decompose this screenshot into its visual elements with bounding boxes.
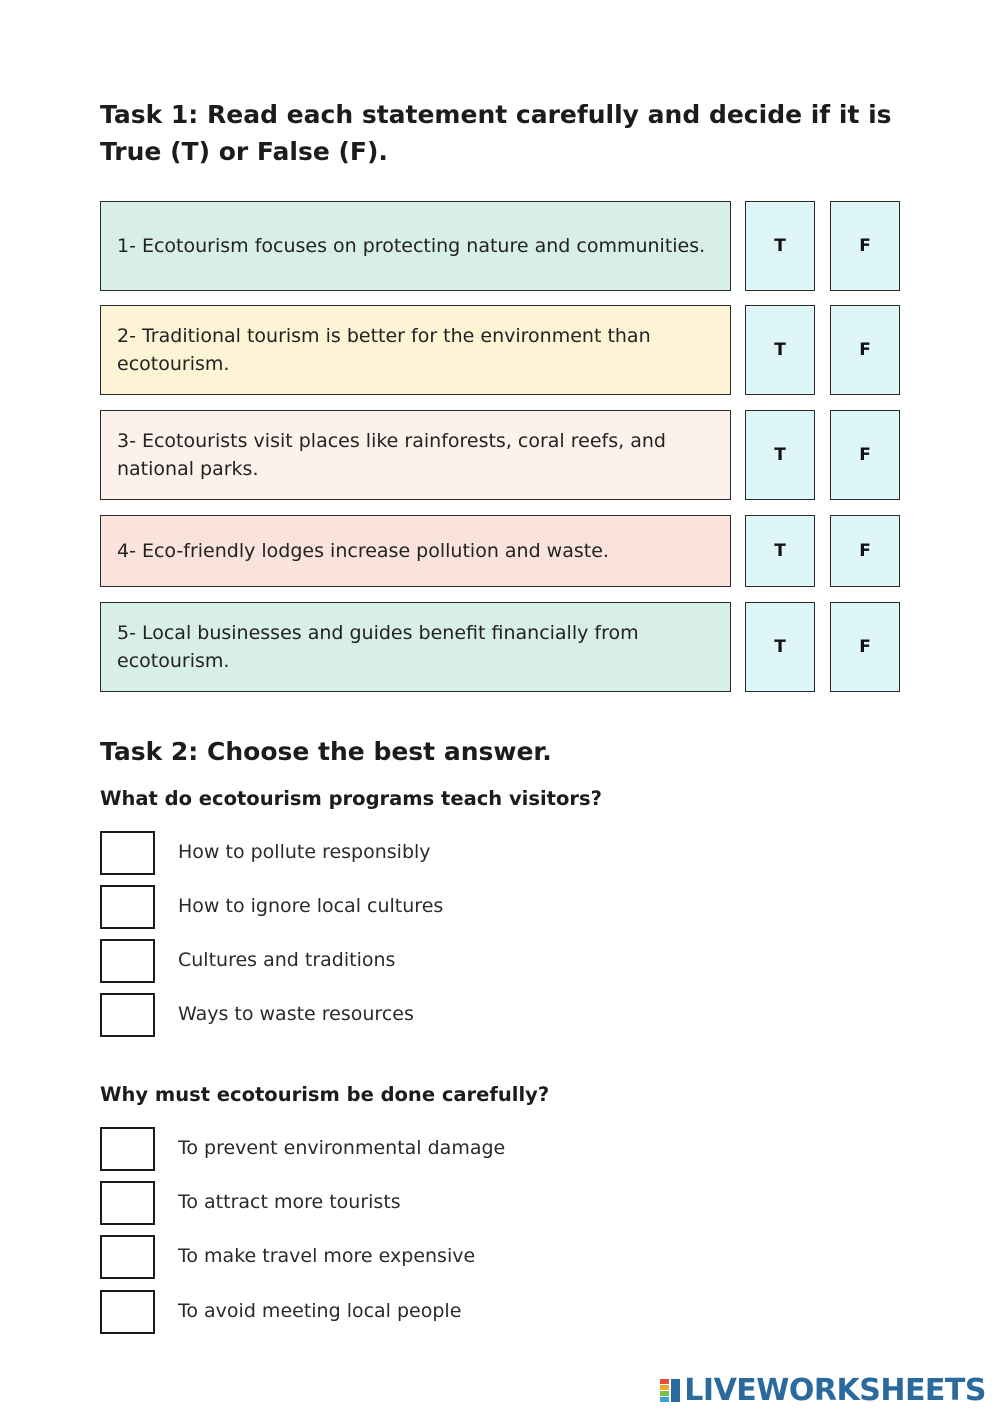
answer-checkbox[interactable] (100, 1235, 155, 1279)
false-button[interactable]: F (830, 305, 900, 395)
statement-row (100, 201, 900, 291)
true-button[interactable]: T (745, 201, 815, 291)
liveworksheets-logo-icon (660, 1377, 682, 1403)
answer-option (100, 1127, 800, 1171)
brand-logo[interactable] (660, 1372, 986, 1408)
answer-option (100, 1181, 800, 1225)
false-button[interactable]: F (830, 515, 900, 587)
answer-label: Cultures and traditions (178, 949, 396, 971)
answer-label: How to ignore local cultures (178, 895, 444, 917)
false-button[interactable]: F (830, 410, 900, 500)
task1-title: Task 1: Read each statement carefully and decide if it is True (T) or False (F). (100, 100, 892, 166)
answer-option (100, 831, 800, 875)
statement-text: 5- Local businesses and guides benefit financially from ecotourism. (100, 602, 731, 692)
task2-title: Task 2: Choose the best answer. (100, 737, 552, 766)
answer-checkbox[interactable] (100, 993, 155, 1037)
statement-row (100, 602, 900, 692)
answer-checkbox[interactable] (100, 831, 155, 875)
answer-option (100, 939, 800, 983)
answer-checkbox[interactable] (100, 885, 155, 929)
answer-option (100, 885, 800, 929)
answer-option (100, 1235, 800, 1279)
brand-name: LIVEWORKSHEETS (684, 1372, 986, 1408)
answer-label: How to pollute responsibly (178, 841, 431, 863)
true-button[interactable]: T (745, 515, 815, 587)
statement-text: 3- Ecotourists visit places like rainforests, coral reefs, and national parks. (100, 410, 731, 500)
statement-text: 4- Eco-friendly lodges increase pollution and waste. (100, 515, 731, 587)
statement-row (100, 305, 900, 395)
answer-label: Ways to waste resources (178, 1003, 414, 1025)
statement-row (100, 410, 900, 500)
statement-text: 2- Traditional tourism is better for the environment than ecotourism. (100, 305, 731, 395)
answer-option (100, 993, 800, 1037)
answer-label: To avoid meeting local people (178, 1300, 462, 1322)
answer-label: To prevent environmental damage (178, 1137, 506, 1159)
answer-checkbox[interactable] (100, 939, 155, 983)
true-button[interactable]: T (745, 602, 815, 692)
false-button[interactable]: F (830, 602, 900, 692)
statement-row (100, 515, 900, 587)
true-button[interactable]: T (745, 410, 815, 500)
question-2: Why must ecotourism be done carefully? (100, 1083, 550, 1106)
answer-checkbox[interactable] (100, 1290, 155, 1334)
answer-label: To attract more tourists (178, 1191, 401, 1213)
answer-checkbox[interactable] (100, 1181, 155, 1225)
question-1: What do ecotourism programs teach visitors? (100, 787, 602, 810)
answer-checkbox[interactable] (100, 1127, 155, 1171)
answer-option (100, 1290, 800, 1334)
statement-text: 1- Ecotourism focuses on protecting nature and communities. (100, 201, 731, 291)
false-button[interactable]: F (830, 201, 900, 291)
answer-label: To make travel more expensive (178, 1245, 476, 1267)
true-button[interactable]: T (745, 305, 815, 395)
